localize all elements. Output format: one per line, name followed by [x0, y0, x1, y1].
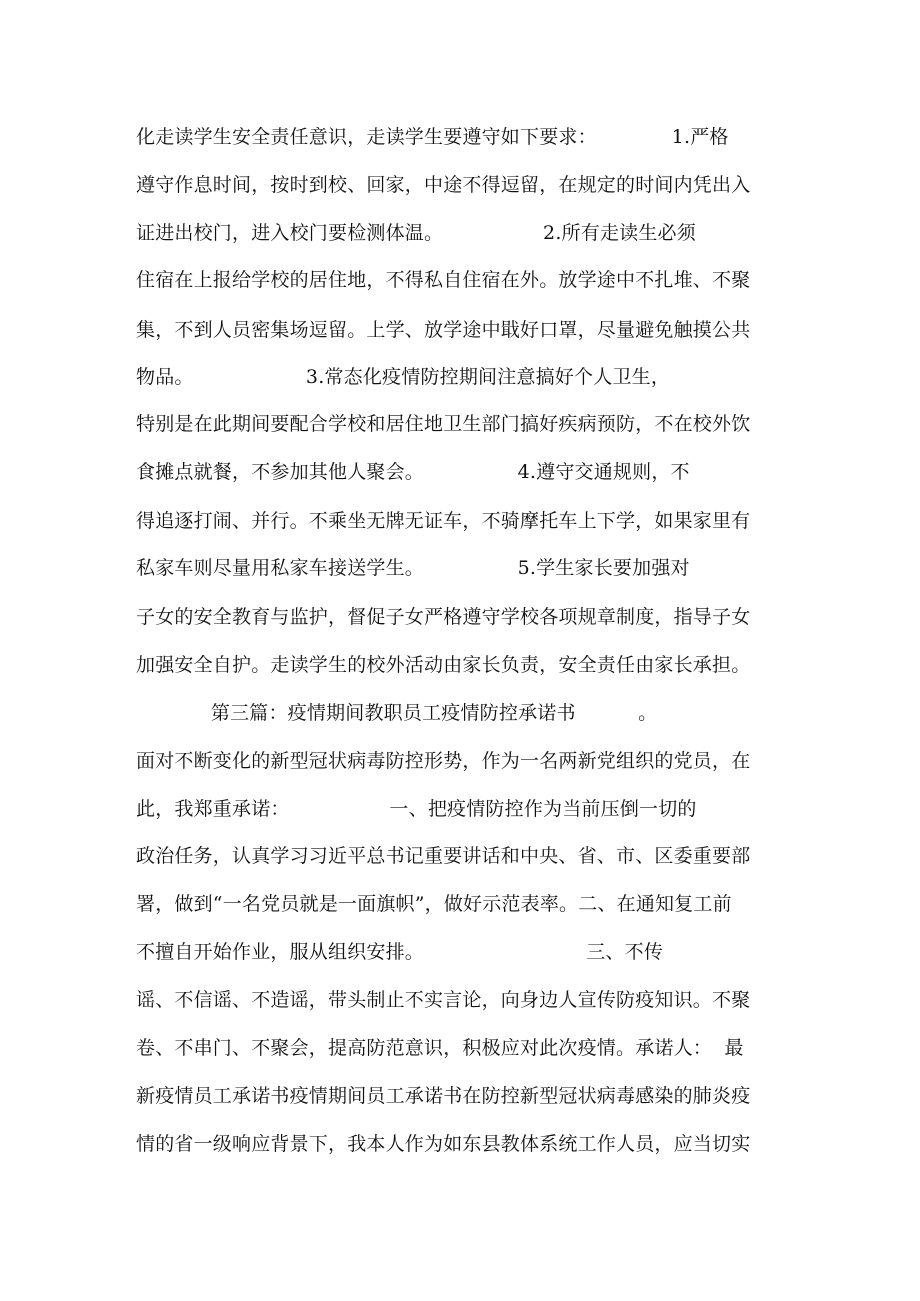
text-line: 政治任务，认真学习习近平总书记重要讲话和中央、省、市、区委重要部	[136, 845, 751, 867]
section-heading: 第三篇：疫情期间教职员工疫情防控承诺书 。	[136, 702, 658, 724]
text-line: 子女的安全教育与监护，督促子女严格遵守学校各项规章制度，指导子女	[136, 606, 751, 628]
text-line: 新疫情员工承诺书疫情期间员工承诺书在防控新型冠状病毒感染的肺炎疫	[136, 1085, 751, 1107]
text-line: 特别是在此期间要配合学校和居住地卫生部门搞好疾病预防，不在校外饮	[136, 413, 751, 435]
text-line: 证进出校门，进入校门要检测体温。 2.所有走读生必须	[136, 222, 696, 244]
text-line: 卷、不串门、不聚会，提高防范意识，积极应对此次疫情。承诺人： 最	[136, 1037, 744, 1059]
text-line: 化走读学生安全责任意识，走读学生要遵守如下要求： 1.严格	[136, 126, 729, 148]
text-line: 物品。 3.常态化疫情防控期间注意搞好个人卫生，	[136, 366, 671, 388]
text-line: 情的省一级响应背景下，我本人作为如东县教体系统工作人员，应当切实	[136, 1133, 751, 1155]
text-line: 署，做到“一名党员就是一面旗帜”，做好示范表率。二、在通知复工前	[136, 893, 732, 915]
text-line: 遵守作息时间，按时到校、回家，中途不得逗留，在规定的时间内凭出入	[136, 174, 751, 196]
text-line: 私家车则尽量用私家车接送学生。 5.学生家长要加强对	[136, 557, 690, 579]
text-line: 得追逐打闹、并行。不乘坐无牌无证车，不骑摩托车上下学，如果家里有	[136, 510, 751, 532]
text-line: 谣、不信谣、不造谣，带头制止不实言论，向身边人宣传防疫知识。不聚	[136, 989, 751, 1011]
text-line: 加强安全自护。走读学生的校外活动由家长负责，安全责任由家长承担。	[136, 654, 751, 676]
text-line: 集，不到人员密集场逗留。上学、放学途中戢好口罩，尽量避免触摸公共	[136, 319, 751, 341]
text-line: 住宿在上报给学校的居住地，不得私自住宿在外。放学途中不扎堆、不聚	[136, 269, 751, 291]
text-line: 不擅自开始作业，服从组织安排。 三、不传	[136, 941, 664, 963]
text-line: 食摊点就餐，不参加其他人聚会。 4.遵守交通规则，不	[136, 461, 690, 483]
text-line: 此，我郑重承诺： 一、把疫情防控作为当前压倒一切的	[136, 798, 697, 820]
text-line: 面对不断变化的新型冠状病毒防控形势，作为一名两新党组织的党员，在	[136, 750, 751, 772]
